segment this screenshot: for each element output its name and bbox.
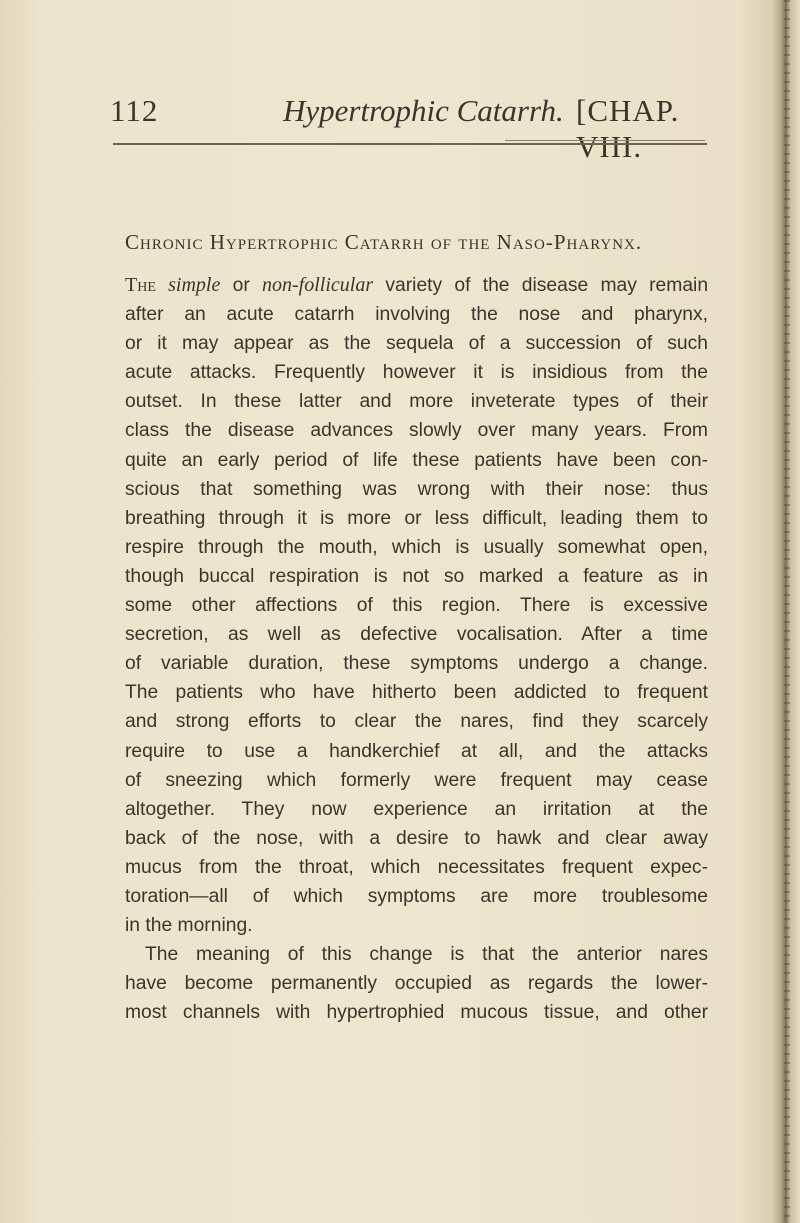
text-line: of variable duration, these symptoms undergo a change. (125, 653, 708, 675)
page-edge-lines (784, 0, 790, 1223)
text-line: though buccal respiration is not so marked a feature as in (125, 565, 708, 587)
text-line: back of the nose, with a desire to hawk and clear away (125, 827, 708, 849)
text-line: most channels with hypertrophied mucous tissue, and other (125, 1002, 708, 1024)
italic-term: simple (168, 274, 221, 296)
header-rule (113, 143, 707, 145)
running-title: Hypertrophic Catarrh. (283, 93, 564, 128)
text-line: and strong efforts to clear the nares, find they scarcely (125, 711, 708, 733)
text-line: or it may appear as the sequela of a succession of such (125, 333, 708, 355)
text-line: have become permanently occupied as regards the lower- (125, 973, 708, 995)
text-line: some other affections of this region. There is excessive (125, 595, 708, 617)
text-line: outset. In these latter and more inveterate types of their (125, 391, 708, 413)
text-line: The patients who have hitherto been addicted to frequent (125, 682, 708, 704)
text-line: in the morning. (125, 915, 253, 937)
italic-term: non-follicular (262, 274, 374, 296)
text-line: secretion, as well as defective vocalisation. After a time (125, 624, 708, 646)
text-line: of sneezing which formerly were frequent may cease (125, 769, 708, 791)
section-heading: Chronic Hypertrophic Catarrh of the Naso-Pharynx. (125, 230, 643, 254)
text-line: mucus from the throat, which necessitates frequent expec- (125, 856, 708, 878)
text-line: after an acute catarrh involving the nose and pharynx, (125, 304, 708, 326)
body-text (125, 271, 708, 1027)
line-rest: variety of the disease may remain (385, 275, 709, 296)
text-line: scious that something was wrong with their nose: thus (125, 478, 708, 500)
text-line: respire through the mouth, which is usually somewhat open, (125, 536, 708, 558)
text-line: altogether. They now experience an irritation at the (125, 798, 708, 820)
text-line: breathing through it is more or less difficult, leading them to (125, 507, 708, 529)
text-line: toration—all of which symptoms are more troublesome (125, 885, 708, 907)
text-line: acute attacks. Frequently however it is insidious from the (125, 362, 708, 384)
connector-word: or (232, 275, 250, 296)
text-line (125, 271, 708, 300)
text-line: The meaning of this change is that the anterior nares (145, 944, 708, 966)
text-line: require to use a handkerchief at all, and the attacks (125, 740, 708, 762)
header-rule-upper (505, 140, 705, 141)
chapter-label: [CHAP. VIII. (576, 93, 680, 164)
running-head (110, 93, 710, 164)
text-line: class the disease advances slowly over many years. From (125, 420, 708, 442)
first-word: The (125, 274, 156, 296)
page-number: 112 (110, 93, 159, 128)
text-line: quite an early period of life these patients have been con- (125, 449, 708, 471)
